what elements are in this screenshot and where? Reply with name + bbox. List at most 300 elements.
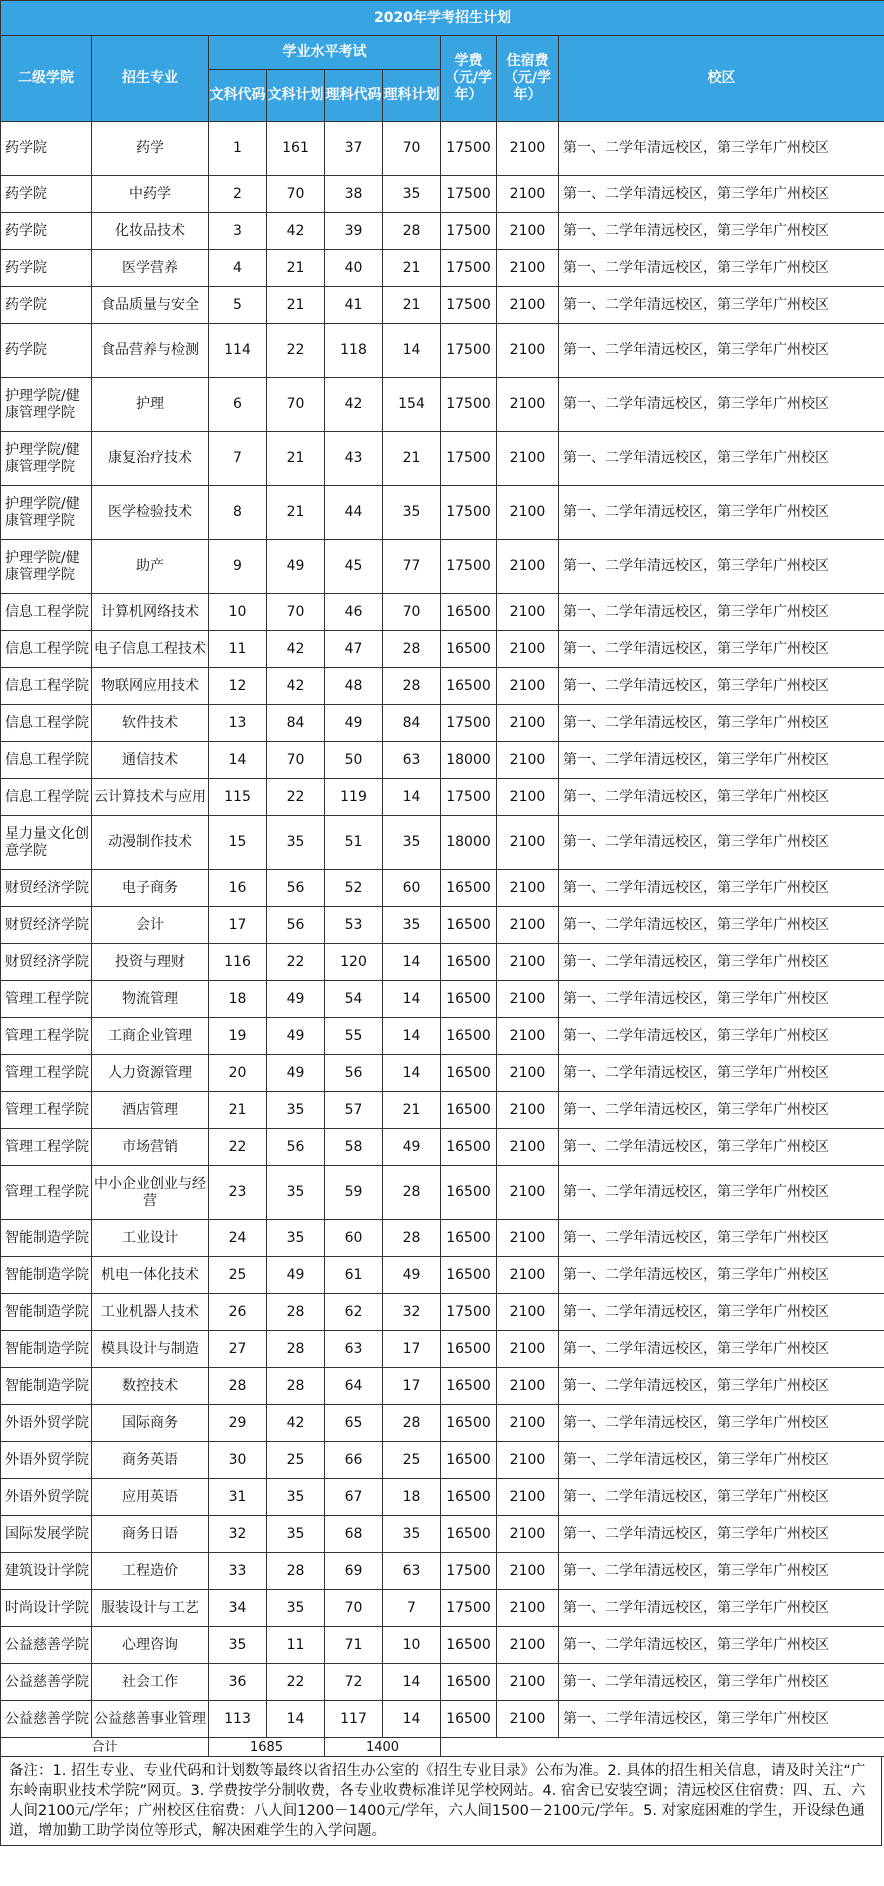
cell-sci-code: 47	[325, 631, 383, 668]
cell-sci-code: 119	[325, 779, 383, 816]
cell-campus: 第一、二学年清远校区，第三学年广州校区	[559, 1257, 884, 1294]
cell-arts-plan: 28	[267, 1294, 325, 1331]
cell-sci-plan: 28	[383, 668, 441, 705]
table-row	[1, 250, 884, 287]
cell-dept: 外语外贸学院	[1, 1405, 92, 1442]
cell-campus: 第一、二学年清远校区，第三学年广州校区	[559, 176, 884, 213]
cell-sci-plan: 49	[383, 1129, 441, 1166]
cell-tuition: 16500	[441, 1129, 497, 1166]
cell-sci-plan: 14	[383, 779, 441, 816]
cell-campus: 第一、二学年清远校区，第三学年广州校区	[559, 1368, 884, 1405]
cell-arts-plan: 42	[267, 668, 325, 705]
cell-arts-plan: 28	[267, 1368, 325, 1405]
table-row	[1, 1294, 884, 1331]
cell-arts-code: 21	[209, 1092, 267, 1129]
cell-sci-plan: 70	[383, 122, 441, 176]
cell-sci-plan: 32	[383, 1294, 441, 1331]
cell-dept: 管理工程学院	[1, 1129, 92, 1166]
cell-dorm: 2100	[497, 944, 559, 981]
cell-dorm: 2100	[497, 742, 559, 779]
cell-arts-code: 15	[209, 816, 267, 870]
cell-sci-plan: 25	[383, 1442, 441, 1479]
cell-campus: 第一、二学年清远校区，第三学年广州校区	[559, 816, 884, 870]
cell-dept: 信息工程学院	[1, 779, 92, 816]
cell-major: 助产	[92, 540, 209, 594]
cell-campus: 第一、二学年清远校区，第三学年广州校区	[559, 1166, 884, 1220]
cell-tuition: 16500	[441, 1018, 497, 1055]
cell-tuition: 16500	[441, 1516, 497, 1553]
cell-dept: 时尚设计学院	[1, 1590, 92, 1627]
cell-sci-code: 66	[325, 1442, 383, 1479]
cell-dept: 管理工程学院	[1, 1018, 92, 1055]
cell-tuition: 16500	[441, 870, 497, 907]
cell-arts-code: 29	[209, 1405, 267, 1442]
cell-tuition: 16500	[441, 1701, 497, 1738]
cell-dept: 护理学院/健康管理学院	[1, 432, 92, 486]
cell-campus: 第一、二学年清远校区，第三学年广州校区	[559, 540, 884, 594]
cell-dorm: 2100	[497, 1664, 559, 1701]
cell-sci-code: 53	[325, 907, 383, 944]
cell-dorm: 2100	[497, 432, 559, 486]
cell-sci-plan: 28	[383, 1405, 441, 1442]
cell-campus: 第一、二学年清远校区，第三学年广州校区	[559, 668, 884, 705]
cell-campus: 第一、二学年清远校区，第三学年广州校区	[559, 742, 884, 779]
cell-sci-code: 65	[325, 1405, 383, 1442]
header-tuition: 学费（元/学年）	[441, 36, 497, 122]
cell-campus: 第一、二学年清远校区，第三学年广州校区	[559, 1405, 884, 1442]
table-row	[1, 779, 884, 816]
cell-arts-code: 30	[209, 1442, 267, 1479]
cell-dept: 建筑设计学院	[1, 1553, 92, 1590]
cell-campus: 第一、二学年清远校区，第三学年广州校区	[559, 705, 884, 742]
cell-dorm: 2100	[497, 378, 559, 432]
cell-dorm: 2100	[497, 1294, 559, 1331]
cell-dorm: 2100	[497, 705, 559, 742]
cell-tuition: 17500	[441, 1590, 497, 1627]
arts-total: 1685	[209, 1738, 325, 1757]
cell-dorm: 2100	[497, 1055, 559, 1092]
cell-campus: 第一、二学年清远校区，第三学年广州校区	[559, 287, 884, 324]
total-row	[1, 1738, 884, 1757]
cell-campus: 第一、二学年清远校区，第三学年广州校区	[559, 870, 884, 907]
cell-campus: 第一、二学年清远校区，第三学年广州校区	[559, 594, 884, 631]
table-row	[1, 1553, 884, 1590]
table-row	[1, 1664, 884, 1701]
cell-sci-plan: 21	[383, 432, 441, 486]
cell-arts-plan: 56	[267, 1129, 325, 1166]
cell-dept: 信息工程学院	[1, 631, 92, 668]
table-row	[1, 287, 884, 324]
cell-dept: 智能制造学院	[1, 1294, 92, 1331]
cell-sci-plan: 28	[383, 1220, 441, 1257]
cell-sci-code: 64	[325, 1368, 383, 1405]
cell-arts-plan: 35	[267, 1166, 325, 1220]
cell-campus: 第一、二学年清远校区，第三学年广州校区	[559, 1220, 884, 1257]
cell-campus: 第一、二学年清远校区，第三学年广州校区	[559, 631, 884, 668]
cell-arts-code: 24	[209, 1220, 267, 1257]
cell-major: 化妆品技术	[92, 213, 209, 250]
cell-tuition: 16500	[441, 1257, 497, 1294]
cell-tuition: 16500	[441, 1627, 497, 1664]
cell-sci-code: 69	[325, 1553, 383, 1590]
cell-campus: 第一、二学年清远校区，第三学年广州校区	[559, 1129, 884, 1166]
table-row	[1, 1405, 884, 1442]
cell-arts-code: 3	[209, 213, 267, 250]
cell-campus: 第一、二学年清远校区，第三学年广州校区	[559, 981, 884, 1018]
cell-major: 数控技术	[92, 1368, 209, 1405]
cell-campus: 第一、二学年清远校区，第三学年广州校区	[559, 1701, 884, 1738]
cell-dept: 管理工程学院	[1, 1166, 92, 1220]
cell-campus: 第一、二学年清远校区，第三学年广州校区	[559, 944, 884, 981]
header-campus: 校区	[559, 36, 884, 122]
cell-tuition: 16500	[441, 1442, 497, 1479]
cell-major: 国际商务	[92, 1405, 209, 1442]
cell-dept: 药学院	[1, 250, 92, 287]
cell-arts-plan: 42	[267, 213, 325, 250]
cell-tuition: 17500	[441, 1294, 497, 1331]
cell-arts-code: 28	[209, 1368, 267, 1405]
cell-arts-plan: 28	[267, 1331, 325, 1368]
cell-dept: 公益慈善学院	[1, 1664, 92, 1701]
table-row	[1, 631, 884, 668]
cell-dorm: 2100	[497, 1257, 559, 1294]
cell-arts-plan: 21	[267, 287, 325, 324]
cell-tuition: 17500	[441, 176, 497, 213]
table-row	[1, 213, 884, 250]
cell-campus: 第一、二学年清远校区，第三学年广州校区	[559, 250, 884, 287]
cell-major: 电子信息工程技术	[92, 631, 209, 668]
cell-dorm: 2100	[497, 250, 559, 287]
cell-arts-code: 20	[209, 1055, 267, 1092]
cell-dept: 药学院	[1, 122, 92, 176]
cell-arts-plan: 11	[267, 1627, 325, 1664]
cell-campus: 第一、二学年清远校区，第三学年广州校区	[559, 122, 884, 176]
cell-dorm: 2100	[497, 1129, 559, 1166]
cell-sci-plan: 60	[383, 870, 441, 907]
cell-arts-plan: 42	[267, 631, 325, 668]
cell-arts-plan: 84	[267, 705, 325, 742]
cell-arts-plan: 22	[267, 944, 325, 981]
cell-dept: 智能制造学院	[1, 1257, 92, 1294]
cell-tuition: 17500	[441, 432, 497, 486]
cell-dorm: 2100	[497, 1627, 559, 1664]
cell-arts-plan: 35	[267, 1220, 325, 1257]
cell-arts-code: 113	[209, 1701, 267, 1738]
cell-dept: 药学院	[1, 176, 92, 213]
cell-arts-code: 12	[209, 668, 267, 705]
cell-dept: 公益慈善学院	[1, 1627, 92, 1664]
cell-arts-plan: 22	[267, 779, 325, 816]
cell-sci-plan: 63	[383, 1553, 441, 1590]
cell-campus: 第一、二学年清远校区，第三学年广州校区	[559, 1664, 884, 1701]
cell-major: 社会工作	[92, 1664, 209, 1701]
cell-sci-plan: 14	[383, 944, 441, 981]
cell-sci-code: 58	[325, 1129, 383, 1166]
cell-tuition: 16500	[441, 1368, 497, 1405]
cell-sci-code: 56	[325, 1055, 383, 1092]
cell-arts-code: 1	[209, 122, 267, 176]
cell-dorm: 2100	[497, 122, 559, 176]
cell-dorm: 2100	[497, 668, 559, 705]
cell-sci-plan: 28	[383, 213, 441, 250]
cell-dorm: 2100	[497, 631, 559, 668]
cell-arts-code: 114	[209, 324, 267, 378]
total-blank	[441, 1738, 884, 1757]
cell-dept: 管理工程学院	[1, 981, 92, 1018]
cell-arts-plan: 56	[267, 870, 325, 907]
cell-arts-plan: 25	[267, 1442, 325, 1479]
cell-arts-code: 115	[209, 779, 267, 816]
cell-tuition: 16500	[441, 944, 497, 981]
cell-major: 食品营养与检测	[92, 324, 209, 378]
header-sci-code: 理科代码	[325, 70, 383, 122]
cell-arts-plan: 35	[267, 1516, 325, 1553]
cell-dorm: 2100	[497, 1479, 559, 1516]
cell-sci-plan: 77	[383, 540, 441, 594]
table-row	[1, 432, 884, 486]
cell-arts-code: 25	[209, 1257, 267, 1294]
table-row	[1, 907, 884, 944]
cell-major: 工业设计	[92, 1220, 209, 1257]
cell-major: 酒店管理	[92, 1092, 209, 1129]
cell-arts-code: 7	[209, 432, 267, 486]
cell-sci-plan: 17	[383, 1368, 441, 1405]
table-row	[1, 705, 884, 742]
cell-sci-plan: 14	[383, 324, 441, 378]
table-row	[1, 122, 884, 176]
cell-tuition: 16500	[441, 981, 497, 1018]
cell-dorm: 2100	[497, 870, 559, 907]
cell-arts-code: 5	[209, 287, 267, 324]
cell-major: 医学检验技术	[92, 486, 209, 540]
cell-sci-code: 48	[325, 668, 383, 705]
cell-arts-plan: 21	[267, 432, 325, 486]
cell-major: 服装设计与工艺	[92, 1590, 209, 1627]
cell-arts-plan: 161	[267, 122, 325, 176]
table-row	[1, 944, 884, 981]
cell-arts-plan: 42	[267, 1405, 325, 1442]
cell-dept: 财贸经济学院	[1, 907, 92, 944]
cell-tuition: 17500	[441, 287, 497, 324]
cell-sci-code: 68	[325, 1516, 383, 1553]
cell-sci-code: 52	[325, 870, 383, 907]
cell-campus: 第一、二学年清远校区，第三学年广州校区	[559, 1590, 884, 1627]
cell-sci-plan: 35	[383, 486, 441, 540]
cell-arts-plan: 49	[267, 1018, 325, 1055]
cell-major: 中药学	[92, 176, 209, 213]
cell-sci-code: 46	[325, 594, 383, 631]
cell-tuition: 16500	[441, 1479, 497, 1516]
cell-arts-code: 33	[209, 1553, 267, 1590]
cell-sci-code: 42	[325, 378, 383, 432]
cell-dorm: 2100	[497, 1166, 559, 1220]
cell-sci-code: 38	[325, 176, 383, 213]
cell-arts-plan: 21	[267, 486, 325, 540]
table-row	[1, 816, 884, 870]
cell-dept: 外语外贸学院	[1, 1442, 92, 1479]
cell-arts-code: 13	[209, 705, 267, 742]
cell-arts-code: 6	[209, 378, 267, 432]
cell-arts-plan: 35	[267, 1590, 325, 1627]
cell-sci-plan: 35	[383, 176, 441, 213]
cell-campus: 第一、二学年清远校区，第三学年广州校区	[559, 1331, 884, 1368]
table-row	[1, 668, 884, 705]
cell-dorm: 2100	[497, 816, 559, 870]
header-arts-plan: 文科计划	[267, 70, 325, 122]
cell-major: 云计算技术与应用	[92, 779, 209, 816]
remarks-note: 备注：1. 招生专业、专业代码和计划数等最终以省招生办公室的《招生专业目录》公布为准。2. 具体的招生相关信息，请及时关注“广东岭南职业技术学院”网页。3. 学费按学分制收费，各专业收费标准详见学校网站。4. 宿舍已安装空调；清远校区住宿费：四、五、六人间2100元/学年；广州校区住宿费：八人间1200－1400元/学年，六人间1500－2100元/学年。5. 对家庭困难的学生，开设绿色通道，增加勤工助学岗位等形式，解决困难学生的入学问题。	[0, 1757, 882, 1846]
cell-sci-plan: 28	[383, 631, 441, 668]
table-row	[1, 594, 884, 631]
table-row	[1, 1701, 884, 1738]
cell-sci-code: 59	[325, 1166, 383, 1220]
cell-dept: 护理学院/健康管理学院	[1, 378, 92, 432]
cell-dept: 信息工程学院	[1, 668, 92, 705]
table-row	[1, 1627, 884, 1664]
cell-arts-code: 2	[209, 176, 267, 213]
cell-dept: 国际发展学院	[1, 1516, 92, 1553]
cell-arts-code: 10	[209, 594, 267, 631]
cell-sci-plan: 7	[383, 1590, 441, 1627]
cell-campus: 第一、二学年清远校区，第三学年广州校区	[559, 1627, 884, 1664]
cell-campus: 第一、二学年清远校区，第三学年广州校区	[559, 486, 884, 540]
cell-campus: 第一、二学年清远校区，第三学年广州校区	[559, 1479, 884, 1516]
cell-major: 心理咨询	[92, 1627, 209, 1664]
cell-campus: 第一、二学年清远校区，第三学年广州校区	[559, 1092, 884, 1129]
table-row	[1, 1516, 884, 1553]
table-row	[1, 1257, 884, 1294]
cell-dept: 外语外贸学院	[1, 1479, 92, 1516]
cell-arts-code: 27	[209, 1331, 267, 1368]
cell-sci-code: 49	[325, 705, 383, 742]
cell-sci-code: 63	[325, 1331, 383, 1368]
cell-dorm: 2100	[497, 907, 559, 944]
cell-sci-plan: 28	[383, 1166, 441, 1220]
cell-sci-plan: 14	[383, 981, 441, 1018]
cell-sci-plan: 154	[383, 378, 441, 432]
table-row	[1, 540, 884, 594]
cell-dorm: 2100	[497, 1331, 559, 1368]
cell-tuition: 17500	[441, 250, 497, 287]
cell-sci-plan: 35	[383, 816, 441, 870]
cell-sci-code: 117	[325, 1701, 383, 1738]
cell-dorm: 2100	[497, 486, 559, 540]
cell-tuition: 17500	[441, 378, 497, 432]
header-arts-code: 文科代码	[209, 70, 267, 122]
cell-campus: 第一、二学年清远校区，第三学年广州校区	[559, 324, 884, 378]
cell-tuition: 16500	[441, 1664, 497, 1701]
cell-dept: 智能制造学院	[1, 1368, 92, 1405]
cell-sci-code: 57	[325, 1092, 383, 1129]
table-row	[1, 1092, 884, 1129]
cell-arts-code: 31	[209, 1479, 267, 1516]
cell-sci-plan: 84	[383, 705, 441, 742]
cell-dept: 公益慈善学院	[1, 1701, 92, 1738]
cell-tuition: 17500	[441, 122, 497, 176]
cell-sci-plan: 35	[383, 1516, 441, 1553]
cell-major: 医学营养	[92, 250, 209, 287]
cell-dept: 财贸经济学院	[1, 870, 92, 907]
cell-sci-code: 37	[325, 122, 383, 176]
cell-sci-plan: 21	[383, 250, 441, 287]
cell-sci-code: 39	[325, 213, 383, 250]
cell-arts-code: 116	[209, 944, 267, 981]
table-row	[1, 176, 884, 213]
cell-tuition: 18000	[441, 816, 497, 870]
cell-arts-plan: 35	[267, 1092, 325, 1129]
cell-arts-plan: 70	[267, 378, 325, 432]
cell-sci-plan: 10	[383, 1627, 441, 1664]
cell-sci-code: 44	[325, 486, 383, 540]
header-major: 招生专业	[92, 36, 209, 122]
cell-major: 市场营销	[92, 1129, 209, 1166]
total-label: 合计	[1, 1738, 209, 1757]
cell-arts-plan: 28	[267, 1553, 325, 1590]
cell-dept: 信息工程学院	[1, 705, 92, 742]
sci-total: 1400	[325, 1738, 441, 1757]
cell-dorm: 2100	[497, 1442, 559, 1479]
cell-dorm: 2100	[497, 287, 559, 324]
cell-major: 工程造价	[92, 1553, 209, 1590]
cell-dorm: 2100	[497, 594, 559, 631]
cell-arts-plan: 49	[267, 540, 325, 594]
cell-arts-plan: 70	[267, 176, 325, 213]
header-dept: 二级学院	[1, 36, 92, 122]
cell-arts-code: 8	[209, 486, 267, 540]
cell-sci-code: 45	[325, 540, 383, 594]
cell-arts-plan: 22	[267, 324, 325, 378]
cell-arts-code: 16	[209, 870, 267, 907]
cell-major: 人力资源管理	[92, 1055, 209, 1092]
table-body	[1, 122, 884, 1738]
cell-sci-plan: 14	[383, 1055, 441, 1092]
cell-sci-code: 61	[325, 1257, 383, 1294]
cell-campus: 第一、二学年清远校区，第三学年广州校区	[559, 432, 884, 486]
header-dorm: 住宿费（元/学年）	[497, 36, 559, 122]
table-row	[1, 1479, 884, 1516]
table-row	[1, 1166, 884, 1220]
cell-arts-code: 34	[209, 1590, 267, 1627]
cell-major: 应用英语	[92, 1479, 209, 1516]
header-exam-group: 学业水平考试	[209, 36, 441, 70]
table-row	[1, 870, 884, 907]
cell-tuition: 16500	[441, 1092, 497, 1129]
cell-arts-plan: 49	[267, 981, 325, 1018]
table-row	[1, 1590, 884, 1627]
cell-dept: 星力量文化创意学院	[1, 816, 92, 870]
cell-sci-plan: 21	[383, 287, 441, 324]
cell-dept: 护理学院/健康管理学院	[1, 486, 92, 540]
cell-dorm: 2100	[497, 213, 559, 250]
cell-dept: 药学院	[1, 324, 92, 378]
cell-sci-code: 118	[325, 324, 383, 378]
cell-arts-code: 35	[209, 1627, 267, 1664]
cell-tuition: 17500	[441, 324, 497, 378]
cell-sci-plan: 63	[383, 742, 441, 779]
cell-major: 商务日语	[92, 1516, 209, 1553]
table-title: 2020年学考招生计划	[1, 1, 884, 36]
cell-arts-plan: 21	[267, 250, 325, 287]
header-sci-plan: 理科计划	[383, 70, 441, 122]
cell-dept: 护理学院/健康管理学院	[1, 540, 92, 594]
cell-sci-plan: 49	[383, 1257, 441, 1294]
cell-dorm: 2100	[497, 1018, 559, 1055]
cell-sci-plan: 18	[383, 1479, 441, 1516]
cell-arts-plan: 35	[267, 1479, 325, 1516]
cell-major: 物联网应用技术	[92, 668, 209, 705]
table-row	[1, 324, 884, 378]
cell-campus: 第一、二学年清远校区，第三学年广州校区	[559, 378, 884, 432]
